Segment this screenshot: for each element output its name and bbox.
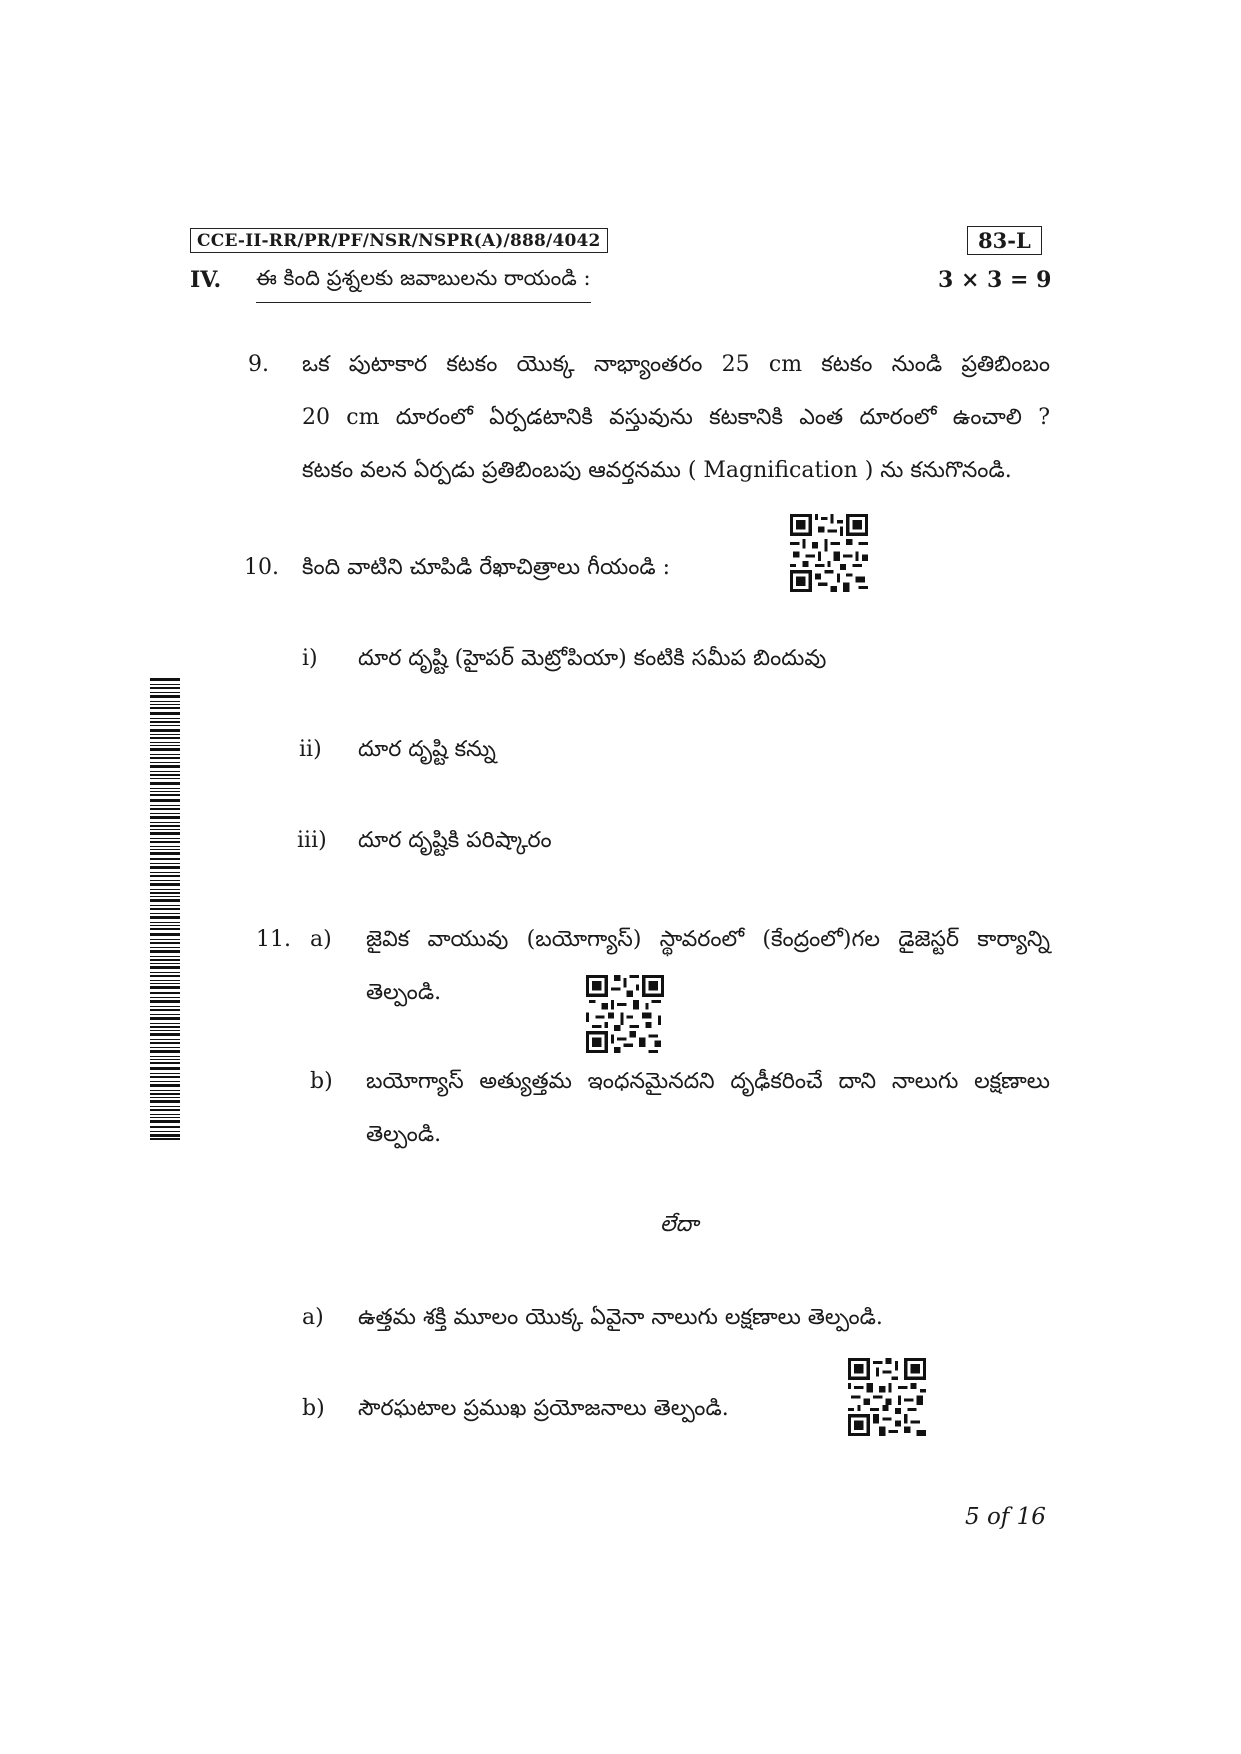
barcode-icon — [150, 678, 180, 1140]
sub-item-label: ii) — [299, 737, 322, 762]
alt-question-a-text: ఉత్తమ శక్తి మూలం యొక్క ఏవైనా నాలుగు లక్షణాలు తెల్పండి. — [358, 1305, 883, 1330]
sub-item-label: a) — [310, 927, 332, 952]
alt-question-b-text: సౌరఘటాల ప్రముఖ ప్రయోజనాలు తెల్పండి. — [358, 1396, 729, 1421]
sub-item-text: దూర దృష్టి (హైపర్ మెట్రోపియా) కంటికి సమీప బిందువు — [358, 646, 827, 671]
question-number: 9. — [248, 352, 269, 377]
sub-item-text: దూర దృష్టికి పరిష్కారం — [358, 828, 552, 853]
question-9-text — [302, 352, 1050, 511]
sub-item-label: b) — [310, 1069, 333, 1094]
section-title: ఈ కింది ప్రశ్నలకు జవాబులను రాయండి : — [256, 266, 591, 303]
sub-item-label: i) — [302, 646, 318, 671]
question-11b-line: బయోగ్యాస్ అత్యుత్తమ ఇంధనమైనదని దృఢీకరించే దాని నాలుగు లక్షణాలు — [366, 1069, 1050, 1094]
question-paper-code: CCE-II-RR/PR/PF/NSR/NSPR(A)/888/4042 — [190, 228, 608, 253]
sub-item-label: a) — [302, 1305, 324, 1330]
sub-item-text: దూర దృష్టి కన్ను — [358, 737, 496, 762]
question-9-line: కటకం వలన ఏర్పడు ప్రతిబింబపు ఆవర్తనము ( Magnification ) ను కనుగొనండి. — [302, 458, 1012, 483]
or-divider: లేదా — [660, 1212, 699, 1237]
question-11b-line: తెల్పండి. — [366, 1122, 442, 1147]
qr-code-icon — [848, 1358, 926, 1436]
qr-code-icon — [790, 514, 868, 592]
question-9-line: ఒక పుటాకార కటకం యొక్క నాభ్యాంతరం 25 cm కటకం నుండి ప్రతిబింబం — [302, 352, 1050, 377]
question-number: 10. — [244, 555, 279, 580]
section-number: IV. — [190, 267, 222, 293]
question-11a-line: జైవిక వాయువు (బయోగ్యాస్) స్థావరంలో (కేంద్రంలో)గల డైజెస్టర్ కార్యాన్ని — [366, 927, 1050, 952]
question-10-text: కింది వాటిని చూపిడి రేఖాచిత్రాలు గీయండి : — [302, 555, 671, 580]
question-9-line: 20 cm దూరంలో ఏర్పడటానికి వస్తువును కటకానికి ఎంత దూరంలో ఉంచాలి ? — [302, 405, 1050, 430]
subject-code-box: 83-L — [967, 226, 1042, 255]
page-number: 5 of 16 — [965, 1504, 1046, 1530]
qr-code-icon — [586, 975, 664, 1053]
sub-item-label: b) — [302, 1396, 325, 1421]
question-number: 11. — [256, 927, 291, 952]
sub-item-label: iii) — [297, 828, 327, 853]
section-marks: 3 × 3 = 9 — [938, 267, 1052, 293]
question-11a-line: తెల్పండి. — [366, 980, 442, 1005]
